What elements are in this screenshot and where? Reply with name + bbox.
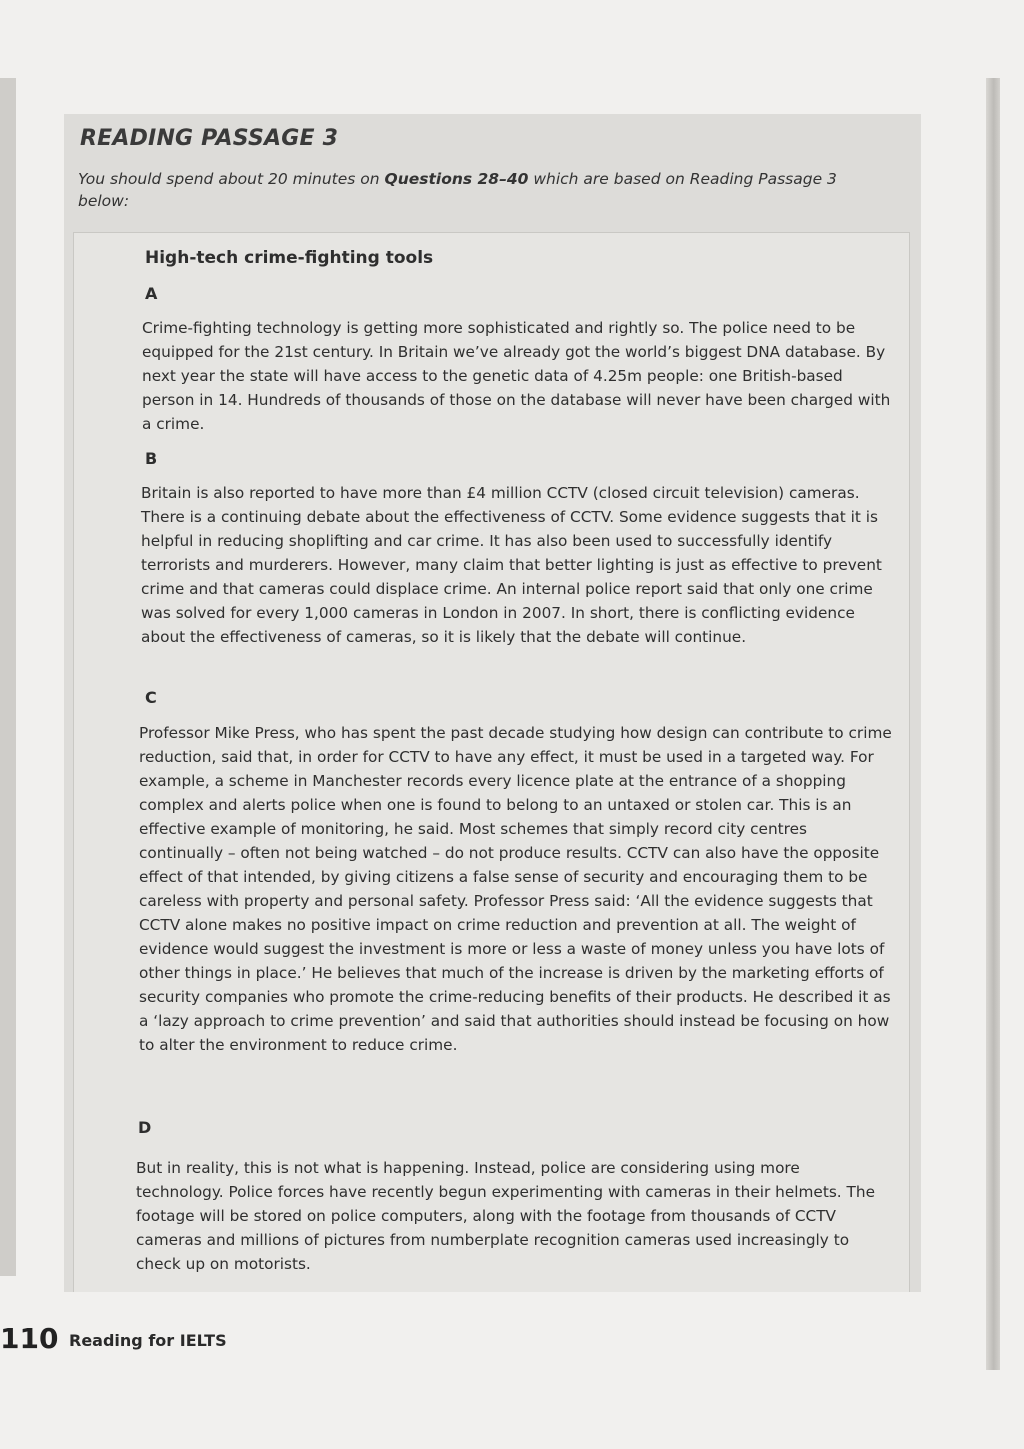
section-letter-b: B [145,449,158,468]
page-number: 110 [0,1322,59,1355]
book-spine-shadow [986,78,1000,1370]
section-letter-a: A [145,284,158,303]
section-c-paragraph: Professor Mike Press, who has spent the past decade studying how design can contribute to crime reduction, said that, in order for CCTV to have any effect, it must be used in a targeted way. For example, a scheme in Manchester records every licence plate at the entrance of a shopping complex and alerts police when one is found to belong to an untaxed or stolen car. This is an effective example of monitoring, he said. Most schemes that simply record city centres continually – often not being watched – do not produce results. CCTV can also have the opposite effect of that intended, by giving citizens a false sense of security and encouraging them to be careless with property and personal safety. Professor Press said: ‘All the evidence suggests that CCTV alone makes no positive impact on crime reduction and prevention at all. The weight of evidence would suggest the investment is more or less a waste of money unless you have lots of other things in place.’ He believes that much of the increase is driven by the marketing efforts of security companies who promote the crime-reducing benefits of their products. He described it as a ‘lazy approach to crime prevention’ and said that authorities should instead be focusing on how to alter the environment to reduce crime. [139,724,892,1054]
passage-instruction [78,168,878,212]
section-letter-c: C [145,688,157,707]
section-b-paragraph: Britain is also reported to have more than £4 million CCTV (closed circuit television) cameras. There is a continuing debate about the effectiveness of CCTV. Some evidence suggests that it is helpful in reducing shoplifting and car crime. It has also been used to successfully identify terrorists and murderers. However, many claim that better lighting is just as effective to prevent crime and that cameras could displace crime. An internal police report said that only one crime was solved for every 1,000 cameras in London in 2007. In short, there is conflicting evidence about the effectiveness of cameras, so it is likely that the debate will continue. [141,484,882,646]
instruction-text-end: which are based on Reading Passage 3 below: [78,170,837,210]
page-left-edge [0,78,16,1276]
book-title: Reading for IELTS [69,1331,227,1350]
passage-heading: READING PASSAGE 3 [80,126,339,151]
section-a-paragraph: Crime-fighting technology is getting more sophisticated and rightly so. The police need to be equipped for the 21st century. In Britain we’ve already got the world’s biggest DNA database. By next year the state will have access to the genetic data of 4.25m people: one British-based person in 14. Hundreds of thousands of those on the database will never have been charged with a crime. [142,319,891,433]
instruction-questions: Questions 28–40 [384,170,529,188]
section-letter-d: D [138,1118,152,1137]
section-d-paragraph: But in reality, this is not what is happening. Instead, police are considering using more technology. Police forces have recently begun experimenting with cameras in their helmets. The footage will be stored on police computers, along with the footage from thousands of CCTV cameras and millions of pictures from numberplate recognition cameras used increasingly to check up on motorists. [136,1159,875,1273]
article-title: High-tech crime-fighting tools [145,248,434,268]
instruction-text-start: You should spend about 20 minutes on [78,170,385,188]
